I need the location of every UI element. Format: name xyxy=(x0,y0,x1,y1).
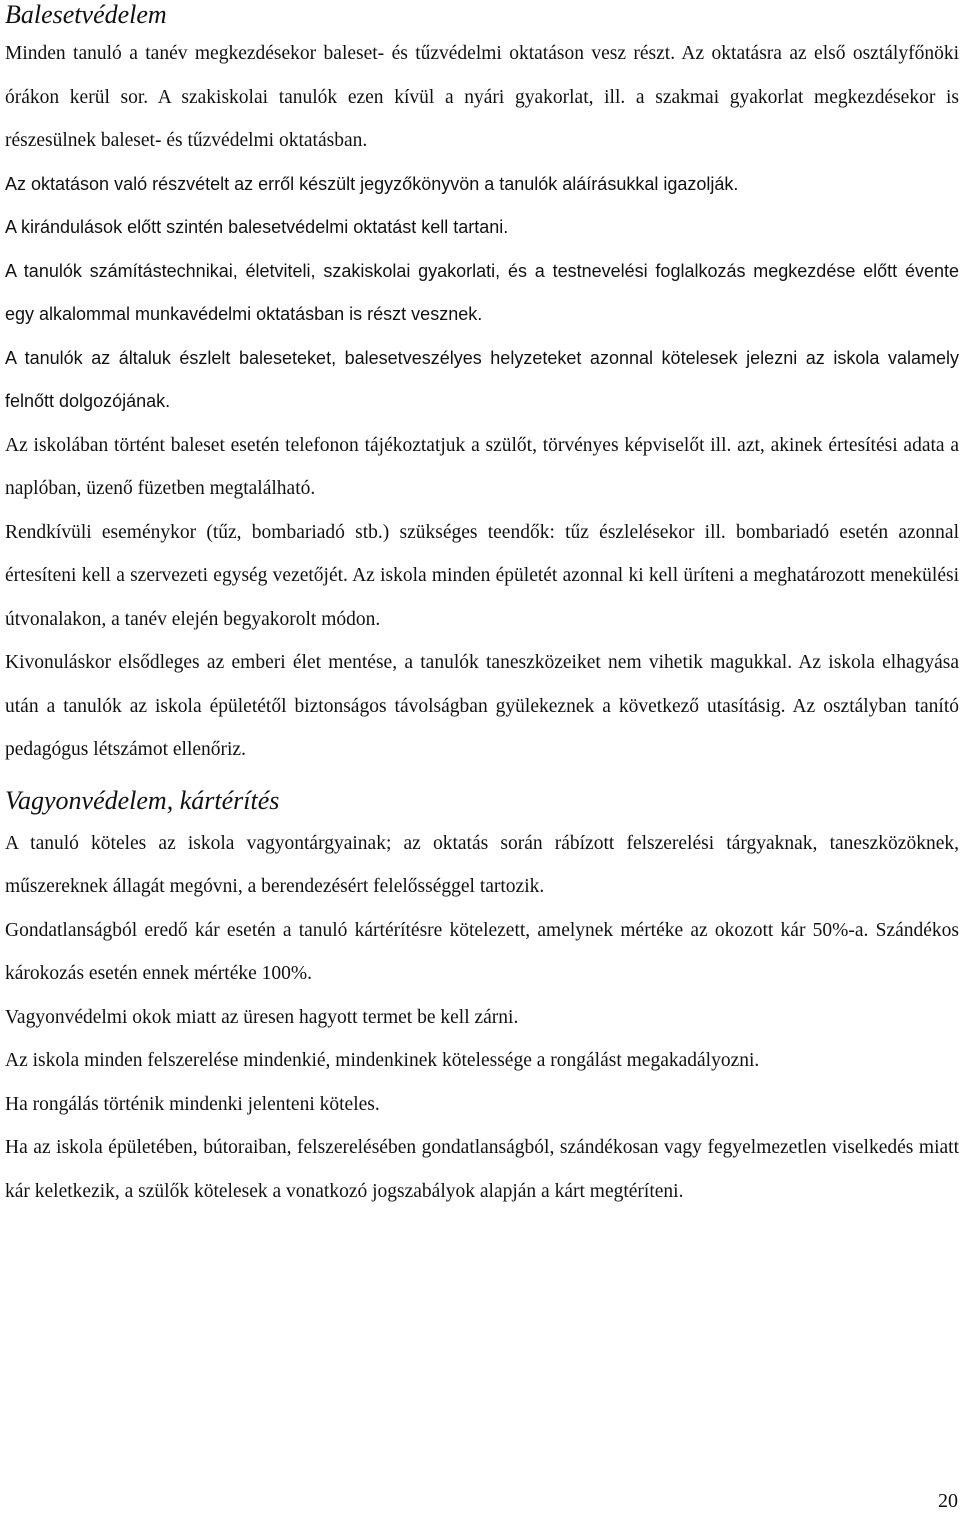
section-title-vagyonvedelem: Vagyonvédelem, kártérítés xyxy=(5,785,280,815)
paragraph: Az iskola minden felszerelése mindenkié, mindenkinek kötelessége a rongálást megakadályozni. xyxy=(5,1050,760,1071)
paragraph: Ha rongálás történik mindenki jelenteni köteles. xyxy=(5,1093,380,1115)
paragraph: Kivonuláskor elsődleges az emberi élet mentése, a tanulók taneszközeiket nem vihetik magukkal. Az iskola elhagyása után a tanulók az iskola épületétől biztonságos távolságban gyülekeznek a következő utasításig. Az osztályban tanító pedagógus létszámot ellenőriz. xyxy=(5,652,959,760)
document-page xyxy=(5,0,959,1213)
paragraph: Rendkívüli eseménykor (tűz, bombariadó stb.) szükséges teendők: tűz észlelésekor ill. bombariadó esetén azonnal értesíteni kell a szervezeti egység vezetőjét. Az iskola minden épületét azonnal ki kell üríteni a meghatározott menekülési útvonalakon, a tanév elején begyakorolt módon. xyxy=(5,521,959,630)
paragraph: Gondatlanságból eredő kár esetén a tanuló kártérítésre kötelezett, amelynek mértéke az okozott kár 50%-a. Szándékos károkozás esetén ennek mértéke 100%. xyxy=(5,919,959,984)
paragraph: Az iskolában történt baleset esetén telefonon tájékoztatjuk a szülőt, törvényes képviselőt ill. azt, akinek értesítési adata a naplóban, üzenő füzetben megtalálható. xyxy=(5,434,959,499)
paragraph: Az oktatáson való részvételt az erről készült jegyzőkönyvön a tanulók aláírásukkal igazolják. xyxy=(5,173,739,194)
paragraph: A tanuló köteles az iskola vagyontárgyainak; az oktatás során rábízott felszerelési tárgyaknak, taneszközöknek, műszereknek állagát megóvni, a berendezésért felelősséggel tartozik. xyxy=(5,832,959,897)
paragraph: Minden tanuló a tanév megkezdésekor baleset- és tűzvédelmi oktatáson vesz részt. Az oktatásra az első osztályfőnöki órákon kerül sor. A szakiskolai tanulók ezen kívül a nyári gyakorlat, ill. a szakmai gyakorlat megkezdésekor is részesülnek baleset- és tűzvédelmi oktatásban. xyxy=(5,43,959,151)
paragraph: Vagyonvédelmi okok miatt az üresen hagyott termet be kell zárni. xyxy=(5,1006,519,1028)
paragraph: A tanulók számítástechnikai, életviteli, szakiskolai gyakorlati, és a testnevelési foglalkozás megkezdése előtt évente egy alkalommal munkavédelmi oktatásban is részt vesznek. xyxy=(5,260,959,324)
paragraph: A kirándulások előtt szintén balesetvédelmi oktatást kell tartani. xyxy=(5,217,509,237)
paragraph: Ha az iskola épületében, bútoraiban, felszerelésében gondatlanságból, szándékosan vagy fegyelmezetlen viselkedés miatt kár keletkezik, a szülők kötelesek a vonatkozó jogszabályok alapján a kárt megtéríteni. xyxy=(5,1137,959,1202)
paragraph: A tanulók az általuk észlelt baleseteket, balesetveszélyes helyzeteket azonnal kötelesek jelezni az iskola valamely felnőtt dolgozójának. xyxy=(5,347,959,411)
page-number: 20 xyxy=(938,1490,958,1512)
section-title-balesetvedelem: Balesetvédelem xyxy=(5,0,167,29)
